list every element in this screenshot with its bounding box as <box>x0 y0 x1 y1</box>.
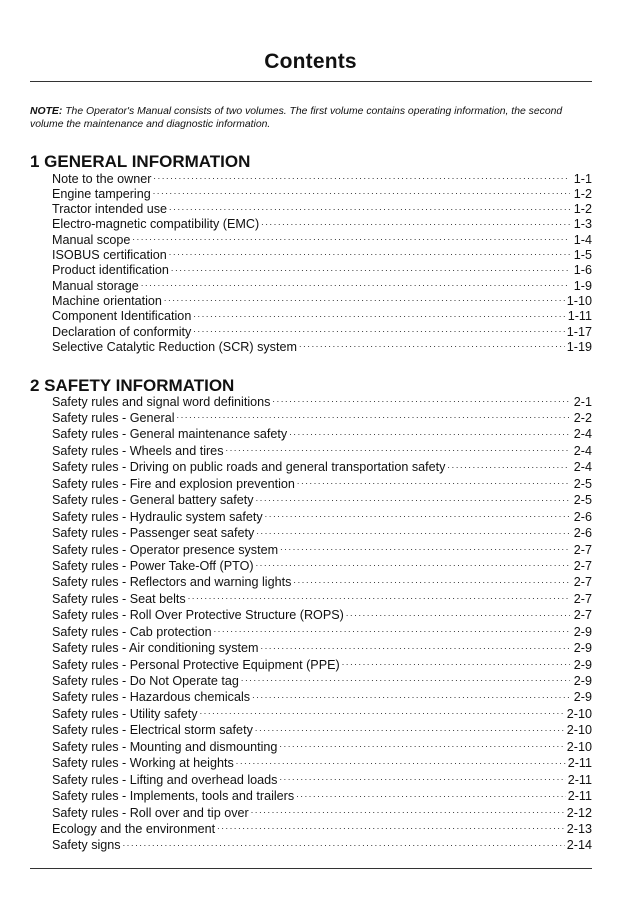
toc-entry[interactable] <box>52 672 592 688</box>
dot-leader <box>279 771 565 784</box>
toc-entry-label: Safety rules - Hazardous chemicals <box>52 690 251 705</box>
toc-entry-page-number: 2-5 <box>573 493 592 508</box>
dot-leader <box>193 308 565 321</box>
header-divider <box>30 81 592 82</box>
toc-entry-label: Tractor intended use <box>52 202 168 217</box>
note-text: The Operator's Manual consists of two volumes. The first volume contains operating information, the second volume the maintenance and diagnostic information. <box>30 106 563 130</box>
toc-entry-label: Component Identification <box>52 309 192 324</box>
toc-entry-label: Selective Catalytic Reduction (SCR) system <box>52 339 297 354</box>
toc-entry-label: Safety rules - Operator presence system <box>52 542 279 557</box>
toc-entry[interactable] <box>52 705 592 721</box>
dot-leader <box>280 541 570 554</box>
toc-entry[interactable] <box>52 607 592 623</box>
toc-entry[interactable] <box>52 837 592 853</box>
toc-entry-page-number: 2-5 <box>573 476 592 491</box>
toc-entry-page-number: 2-6 <box>573 509 592 524</box>
toc-entry-label: Safety rules - Roll Over Protective Structure (ROPS) <box>52 608 344 623</box>
footer-divider <box>30 868 592 869</box>
dot-leader <box>214 623 570 636</box>
toc-entry-page-number: 1-17 <box>566 324 592 339</box>
dot-leader <box>342 656 570 669</box>
toc-entry[interactable] <box>52 426 592 442</box>
toc-entry-page-number: 1-2 <box>573 186 592 201</box>
dot-leader <box>132 231 570 244</box>
dot-leader <box>169 201 570 214</box>
dot-leader <box>252 689 570 702</box>
dot-leader <box>296 788 566 801</box>
toc-entry-page-number: 1-10 <box>566 293 592 308</box>
toc-entry-label: Engine tampering <box>52 186 151 201</box>
dot-leader <box>164 292 565 305</box>
dot-leader <box>256 492 570 505</box>
toc-entry-page-number: 2-6 <box>573 526 592 541</box>
toc-entry[interactable] <box>52 640 592 656</box>
toc-entry[interactable] <box>52 185 592 200</box>
page-title: Contents <box>264 50 357 73</box>
toc-entry-label: Manual scope <box>52 232 131 247</box>
toc-entry-label: Safety rules - Utility safety <box>52 706 198 721</box>
toc-entry[interactable] <box>52 623 592 639</box>
toc-entry[interactable] <box>52 409 592 425</box>
toc-entry-label: Electro-magnetic compatibility (EMC) <box>52 217 260 232</box>
toc-entry-label: Safety rules - Mounting and dismounting <box>52 739 278 754</box>
dot-leader <box>261 640 571 653</box>
toc-entry-label: Safety rules - Wheels and tires <box>52 443 224 458</box>
toc-entry[interactable] <box>52 475 592 491</box>
dot-leader <box>255 722 565 735</box>
dot-leader <box>123 837 565 850</box>
toc-entry-label: ISOBUS certification <box>52 248 167 263</box>
toc-entry[interactable] <box>52 459 592 475</box>
dot-leader <box>289 426 570 439</box>
section-heading-general-information: 1 GENERAL INFORMATION <box>30 152 251 171</box>
toc-entry-label: Safety rules - Fire and explosion prevention <box>52 476 295 491</box>
toc-entry[interactable] <box>52 656 592 672</box>
toc-entry-page-number: 2-4 <box>573 460 592 475</box>
toc-entry-label: Safety rules - General <box>52 411 175 426</box>
toc-entry-label: Safety rules - Electrical storm safety <box>52 723 253 738</box>
toc-entry[interactable] <box>52 170 592 185</box>
toc-entry[interactable] <box>52 820 592 836</box>
toc-entry-page-number: 2-11 <box>567 789 592 804</box>
toc-entry[interactable] <box>52 574 592 590</box>
toc-entry-label: Safety rules and signal word definitions <box>52 394 271 409</box>
dot-leader <box>251 804 565 817</box>
toc-entry-page-number: 2-9 <box>573 657 592 672</box>
toc-entry-label: Safety rules - Driving on public roads and general transportation safety <box>52 460 446 475</box>
toc-entry-page-number: 2-11 <box>567 756 592 771</box>
toc-entry-label: Safety rules - Reflectors and warning lights <box>52 575 292 590</box>
toc-entry-page-number: 1-4 <box>573 232 592 247</box>
toc-entry-page-number: 2-12 <box>566 805 592 820</box>
toc-entry[interactable] <box>52 393 592 409</box>
toc-entry-page-number: 1-6 <box>573 263 592 278</box>
toc-entry[interactable] <box>52 492 592 508</box>
dot-leader <box>153 185 570 198</box>
dot-leader <box>241 672 570 685</box>
dot-leader <box>171 262 570 275</box>
toc-entry-page-number: 2-1 <box>573 394 592 409</box>
toc-entry[interactable] <box>52 738 592 754</box>
toc-entry[interactable] <box>52 262 592 277</box>
toc-entry[interactable] <box>52 216 592 231</box>
toc-entry[interactable] <box>52 508 592 524</box>
toc-entry-page-number: 2-4 <box>573 443 592 458</box>
toc-entry-page-number: 2-10 <box>566 723 592 738</box>
toc-entry-page-number: 2-13 <box>566 821 592 836</box>
toc-entry-page-number: 2-14 <box>566 838 592 853</box>
dot-leader <box>297 475 570 488</box>
toc-entry-page-number: 1-2 <box>573 202 592 217</box>
toc-entry-page-number: 2-7 <box>573 542 592 557</box>
toc-entry-label: Safety rules - Working at heights <box>52 756 234 771</box>
toc-entry-page-number: 1-11 <box>567 309 592 324</box>
toc-entry-page-number: 2-2 <box>573 411 592 426</box>
toc-entry-page-number: 2-10 <box>566 706 592 721</box>
toc-entry-label: Manual storage <box>52 278 139 293</box>
toc-entry[interactable] <box>52 771 592 787</box>
toc-entry-label: Declaration of conformity <box>52 324 192 339</box>
toc-entry[interactable] <box>52 525 592 541</box>
toc-entry[interactable] <box>52 442 592 458</box>
dot-leader <box>193 323 564 336</box>
toc-entry-label: Safety rules - Power Take-Off (PTO) <box>52 558 254 573</box>
dot-leader <box>299 338 565 351</box>
toc-entry-page-number: 2-7 <box>573 558 592 573</box>
toc-entry-page-number: 2-7 <box>573 608 592 623</box>
toc-entry-page-number: 1-1 <box>573 171 592 186</box>
toc-entry-page-number: 1-3 <box>573 217 592 232</box>
dot-leader <box>141 277 570 290</box>
toc-entry-page-number: 2-9 <box>573 624 592 639</box>
toc-entry-label: Safety rules - Passenger seat safety <box>52 526 255 541</box>
note-label: NOTE: <box>30 106 63 117</box>
toc-entry[interactable] <box>52 308 592 323</box>
toc-entry-label: Safety rules - Personal Protective Equipment (PPE) <box>52 657 340 672</box>
toc-entry-label: Product identification <box>52 263 169 278</box>
toc-entry-page-number: 2-10 <box>566 739 592 754</box>
toc-entry[interactable] <box>52 541 592 557</box>
section-heading-safety-information: 2 SAFETY INFORMATION <box>30 376 235 395</box>
toc-entry[interactable] <box>52 755 592 771</box>
toc-entry-label: Machine orientation <box>52 293 162 308</box>
toc-entry-label: Safety rules - Air conditioning system <box>52 641 259 656</box>
toc-entry[interactable] <box>52 292 592 307</box>
dot-leader <box>226 442 571 455</box>
toc-entry[interactable] <box>52 338 592 353</box>
dot-leader <box>217 820 565 833</box>
toc-entry-label: Safety rules - Roll over and tip over <box>52 805 249 820</box>
toc-entry-label: Safety rules - General maintenance safety <box>52 427 288 442</box>
dot-leader <box>447 459 570 472</box>
toc-entry-page-number: 2-4 <box>573 427 592 442</box>
toc-entry[interactable] <box>52 722 592 738</box>
toc-entry-label: Safety rules - Hydraulic system safety <box>52 509 263 524</box>
toc-entry[interactable] <box>52 788 592 804</box>
toc-entry[interactable] <box>52 557 592 573</box>
toc-entry-label: Note to the owner <box>52 171 152 186</box>
toc-list-safety-information <box>52 393 592 853</box>
toc-entry-label: Safety rules - Seat belts <box>52 591 186 606</box>
toc-entry[interactable] <box>52 689 592 705</box>
toc-entry[interactable] <box>52 277 592 292</box>
dot-leader <box>279 738 564 751</box>
dot-leader <box>346 607 570 620</box>
toc-list-general-information <box>52 170 592 354</box>
toc-entry-page-number: 2-9 <box>573 674 592 689</box>
toc-entry-label: Safety rules - Cab protection <box>52 624 212 639</box>
toc-entry-label: Safety rules - Lifting and overhead loads <box>52 772 278 787</box>
toc-entry[interactable] <box>52 590 592 606</box>
toc-entry-page-number: 1-5 <box>573 248 592 263</box>
note-paragraph <box>30 106 595 131</box>
dot-leader <box>169 246 570 259</box>
dot-leader <box>256 557 570 570</box>
dot-leader <box>261 216 570 229</box>
toc-entry[interactable] <box>52 201 592 216</box>
toc-entry-page-number: 2-11 <box>567 772 592 787</box>
toc-entry-label: Safety rules - Do Not Operate tag <box>52 674 239 689</box>
dot-leader <box>177 409 571 422</box>
toc-entry-page-number: 2-9 <box>573 641 592 656</box>
toc-entry-page-number: 1-19 <box>566 339 592 354</box>
dot-leader <box>272 393 570 406</box>
dot-leader <box>153 170 570 183</box>
toc-entry-label: Ecology and the environment <box>52 821 216 836</box>
dot-leader <box>293 574 570 587</box>
dot-leader <box>256 525 570 538</box>
dot-leader <box>188 590 570 603</box>
dot-leader <box>200 705 565 718</box>
toc-entry[interactable] <box>52 804 592 820</box>
toc-entry[interactable] <box>52 246 592 261</box>
toc-entry-page-number: 2-7 <box>573 591 592 606</box>
toc-entry-page-number: 2-7 <box>573 575 592 590</box>
toc-entry[interactable] <box>52 323 592 338</box>
dot-leader <box>265 508 570 521</box>
toc-entry-page-number: 1-9 <box>573 278 592 293</box>
toc-entry-label: Safety rules - General battery safety <box>52 493 254 508</box>
toc-entry-label: Safety rules - Implements, tools and trailers <box>52 789 295 804</box>
toc-entry-label: Safety signs <box>52 838 121 853</box>
dot-leader <box>236 755 566 768</box>
toc-entry-page-number: 2-9 <box>573 690 592 705</box>
toc-entry[interactable] <box>52 231 592 246</box>
